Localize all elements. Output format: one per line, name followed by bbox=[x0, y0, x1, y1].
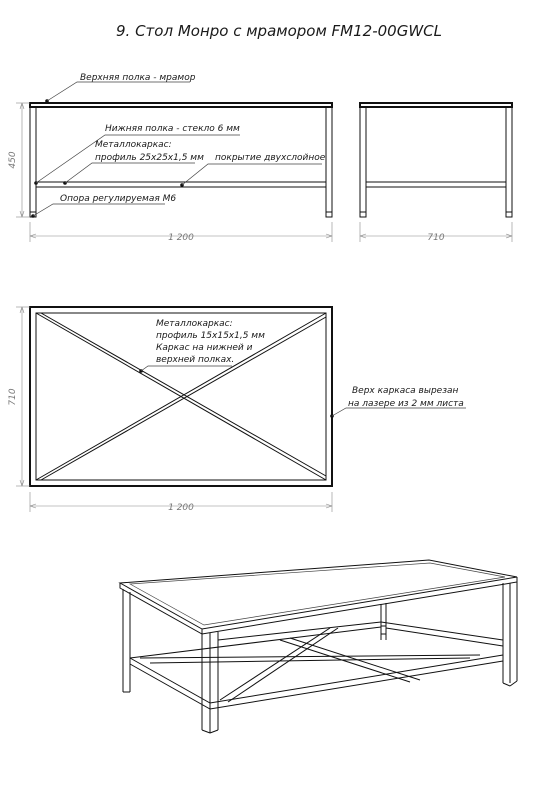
note-bottom-shelf: Нижняя полка - стекло 6 мм bbox=[105, 124, 240, 134]
top-width-dim: 1 200 bbox=[168, 503, 194, 513]
note-top-frame-1: Металлокаркас: bbox=[156, 319, 233, 329]
note-laser-2: на лазере из 2 мм листа bbox=[348, 399, 464, 409]
side-view bbox=[360, 103, 512, 243]
side-depth-dim: 710 bbox=[427, 233, 445, 243]
top-view bbox=[8, 307, 466, 513]
note-top-frame-4: верхней полках. bbox=[156, 355, 235, 365]
note-front-frame-2: профиль 25x25x1,5 мм bbox=[95, 153, 204, 163]
side-top-shelf bbox=[360, 103, 512, 107]
note-coating: покрытие двухслойное bbox=[215, 153, 326, 163]
note-foot: Опора регулируемая М6 bbox=[60, 194, 177, 204]
front-height-dim: 450 bbox=[8, 151, 18, 169]
top-depth-dim: 710 bbox=[8, 388, 18, 406]
note-front-frame-1: Металлокаркас: bbox=[95, 140, 172, 150]
front-view bbox=[8, 73, 332, 243]
drawing-title: 9. Стол Монро с мрамором FM12-00GWCL bbox=[116, 22, 442, 40]
note-top-frame-3: Каркас на нижней и bbox=[156, 343, 253, 353]
isometric-view bbox=[120, 560, 517, 733]
note-top-frame-2: профиль 15x15x1,5 мм bbox=[156, 331, 265, 341]
note-top-shelf: Верхняя полка - мрамор bbox=[80, 73, 196, 83]
front-width-dim: 1 200 bbox=[168, 233, 194, 243]
front-top-shelf bbox=[30, 103, 332, 107]
front-right-foot bbox=[326, 212, 332, 217]
note-laser-1: Верх каркаса вырезан bbox=[352, 386, 459, 396]
